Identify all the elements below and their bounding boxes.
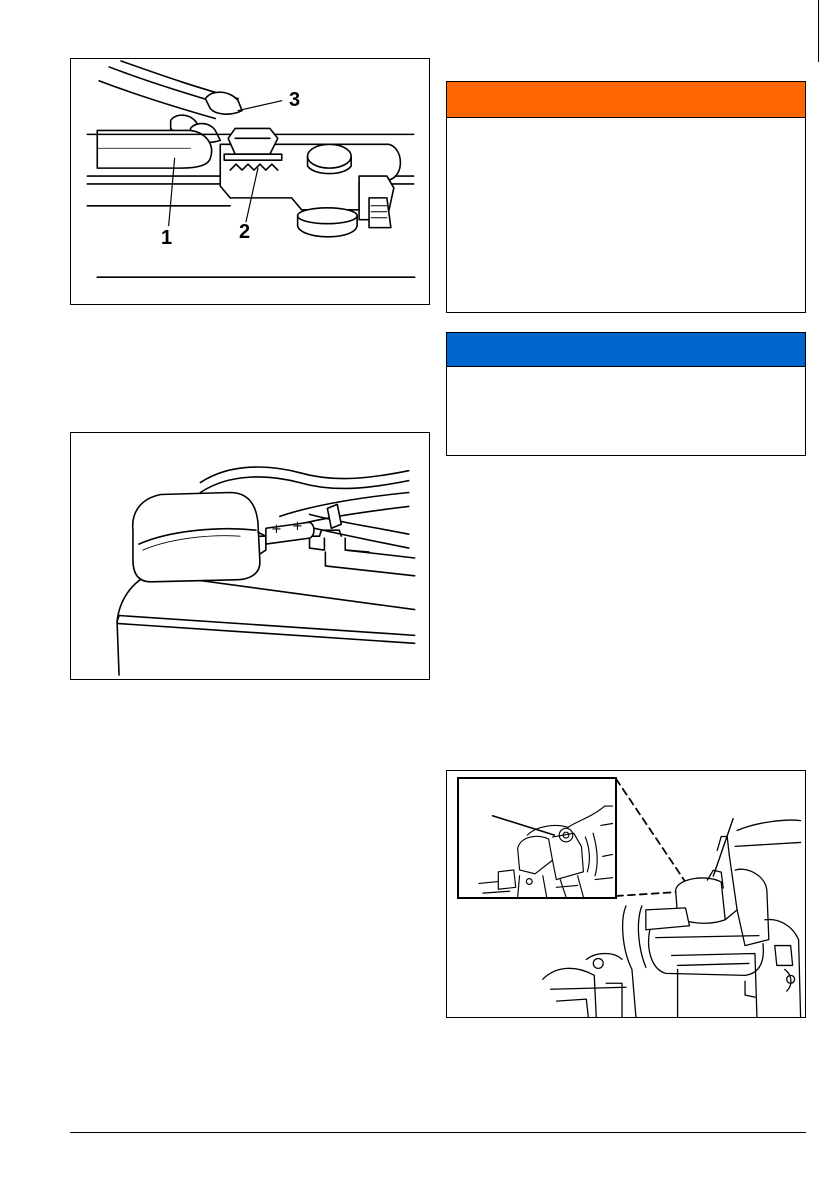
warning-panel <box>446 81 806 313</box>
notice-header-bar <box>447 333 805 367</box>
polarity-mark-1: + <box>271 522 282 537</box>
callout-3: 3 <box>289 89 301 111</box>
inset-detail-box <box>457 777 617 899</box>
callout-1: 1 <box>161 227 173 249</box>
battery-cover-illustration <box>71 433 429 679</box>
inset-detail-illustration <box>459 779 615 897</box>
figure-battery-cover <box>70 432 430 680</box>
crop-mark <box>818 0 819 62</box>
figure-battery-terminal <box>70 58 430 305</box>
notice-panel <box>446 332 806 456</box>
callout-2: 2 <box>239 221 251 243</box>
figure-engine-component <box>446 770 806 1018</box>
polarity-mark-2: + <box>292 519 303 534</box>
footer-rule <box>70 1132 806 1133</box>
battery-terminal-illustration <box>71 59 429 304</box>
warning-header-bar <box>447 82 805 118</box>
